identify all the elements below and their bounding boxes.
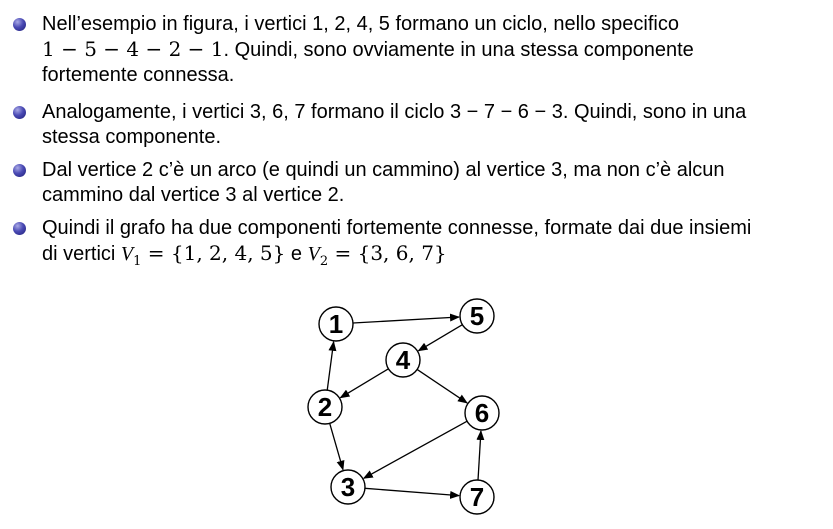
bullet-3-line-2: cammino dal vertice 3 al vertice 2. bbox=[42, 184, 345, 206]
edge-2-to-1 bbox=[327, 342, 333, 390]
bullet-dot-icon bbox=[13, 222, 26, 235]
set-v1-name: V bbox=[120, 243, 134, 265]
set-v1-value: = {1, 2, 4, 5} bbox=[141, 241, 286, 265]
edge-7-to-6 bbox=[478, 431, 481, 480]
node-label: 1 bbox=[328, 309, 344, 339]
node-label: 5 bbox=[469, 301, 485, 331]
node-label: 2 bbox=[317, 392, 333, 422]
edge-5-to-4 bbox=[418, 325, 462, 351]
bullet-item-1 bbox=[42, 12, 826, 88]
conjunction-text: e bbox=[285, 243, 308, 265]
cycle-formula: 1 − 5 − 4 − 2 − 1 bbox=[42, 37, 224, 61]
graph-node-4 bbox=[386, 343, 420, 377]
bullet-item-3 bbox=[42, 158, 826, 208]
edge-3-to-7 bbox=[365, 488, 459, 495]
directed-graph-diagram bbox=[295, 290, 525, 522]
bullet-2-line-1: Analogamente, i vertici 3, 6, 7 formano il ciclo 3 − 7 − 6 − 3. Quindi, sono in una bbox=[42, 101, 747, 123]
bullet-item-2 bbox=[42, 100, 826, 150]
node-layer bbox=[308, 299, 499, 514]
graph-node-2 bbox=[308, 390, 342, 424]
edge-1-to-5 bbox=[353, 317, 459, 323]
graph-node-5 bbox=[460, 299, 494, 333]
set-v1-subscript: 1 bbox=[133, 254, 142, 269]
node-label: 3 bbox=[340, 472, 356, 502]
edge-4-to-6 bbox=[417, 369, 467, 403]
edge-6-to-3 bbox=[364, 421, 467, 478]
bullet-dot-icon bbox=[13, 18, 26, 31]
graph-node-3 bbox=[331, 470, 365, 504]
bullet-2-line-2: stessa componente. bbox=[42, 126, 221, 148]
edge-4-to-2 bbox=[340, 369, 388, 398]
set-v2-subscript: 2 bbox=[319, 254, 329, 269]
graph-node-7 bbox=[460, 480, 494, 514]
bullet-3-line-1: Dal vertice 2 c’è un arco (e quindi un cammino) al vertice 3, ma non c’è alcun bbox=[42, 159, 725, 181]
bullet-1-line-2 bbox=[42, 37, 826, 63]
graph-node-6 bbox=[465, 396, 499, 430]
bullet-1-line-1: Nell’esempio in figura, i vertici 1, 2, 4, 5 formano un ciclo, nello specifico bbox=[42, 13, 679, 35]
bullet-1-line-3: fortemente connessa. bbox=[42, 64, 235, 86]
bullet-item-4 bbox=[42, 216, 826, 274]
edge-2-to-3 bbox=[330, 423, 343, 469]
bullet-4-line-1: Quindi il grafo ha due componenti fortemente connesse, formate dai due insiemi bbox=[42, 217, 752, 239]
bullet-1-line-2-text: . Quindi, sono ovviamente in una stessa componente bbox=[223, 39, 694, 61]
set-v2-name: V bbox=[307, 243, 320, 265]
node-label: 7 bbox=[469, 482, 485, 512]
bullet-4-line-2-text: di vertici bbox=[42, 243, 121, 265]
node-label: 6 bbox=[474, 398, 490, 428]
bullet-dot-icon bbox=[13, 164, 26, 177]
graph-node-1 bbox=[319, 307, 353, 341]
bullet-dot-icon bbox=[13, 106, 26, 119]
node-label: 4 bbox=[395, 345, 411, 375]
bullet-4-line-2 bbox=[42, 241, 826, 274]
set-v2-value: = {3, 6, 7} bbox=[328, 241, 447, 265]
